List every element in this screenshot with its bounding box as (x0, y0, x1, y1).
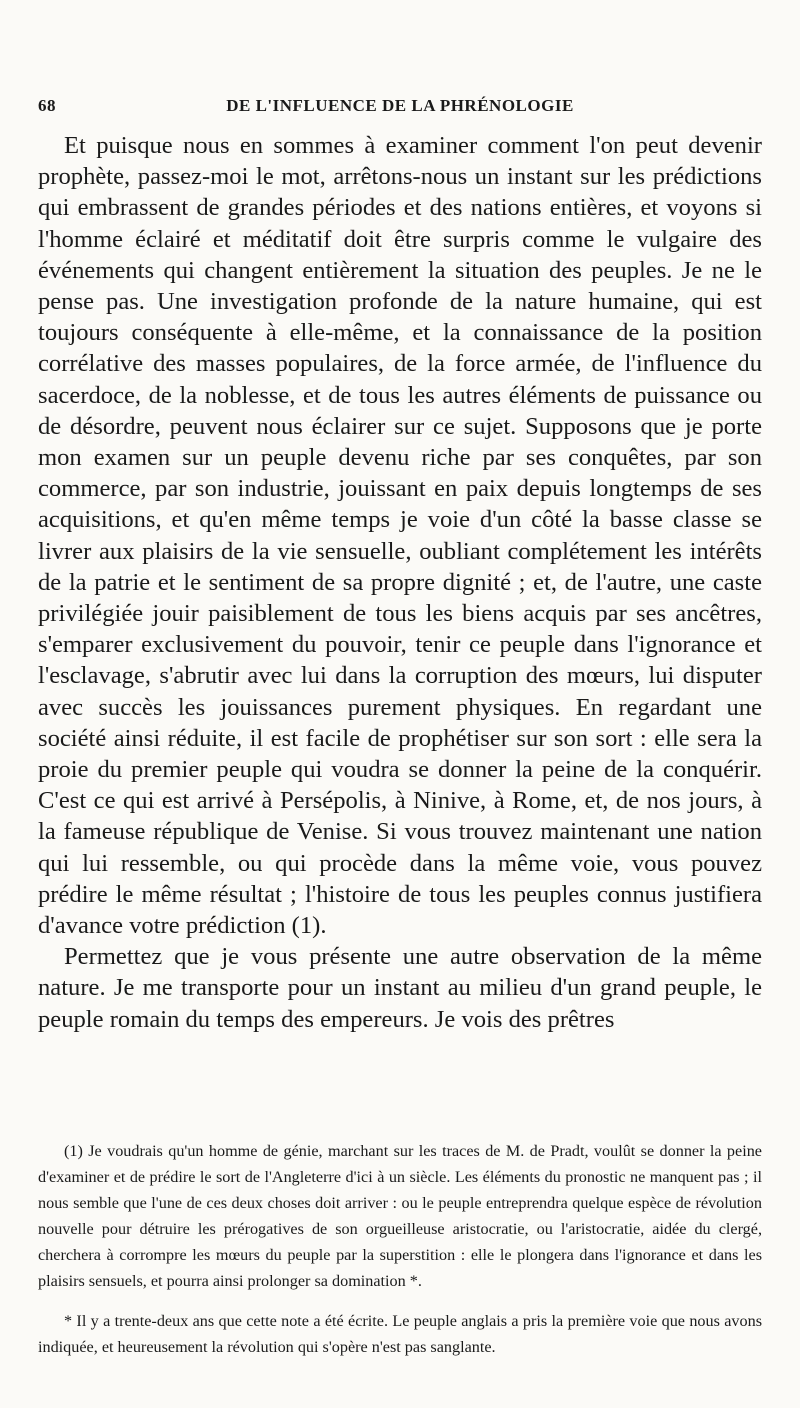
footnote-2: * Il y a trente-deux ans que cette note a été écrite. Le peuple anglais a pris la première voie que nous avons indiquée, et heureusement la révolution qui s'opère n'est pas sanglante. (38, 1312, 762, 1356)
page-number: 68 (38, 96, 56, 115)
footnotes (38, 1138, 762, 1360)
body-paragraph-1: Et puisque nous en sommes à examiner comment l'on peut devenir prophète, passez-moi le mot, arrêtons-nous un instant sur les prédictions qui embrassent de grandes périodes et des nations entières, et voyons si l'homme éclairé et méditatif doit être surpris comme le vulgaire des événements qui changent entièrement la situation des peuples. Je ne le pense pas. Une investigation profonde de la nature humaine, qui est toujours conséquente à elle-même, et la connaissance de la position corrélative des masses populaires, de la force armée, de l'influence du sacerdoce, de la noblesse, et de tous les autres éléments de puissance ou de désordre, peuvent nous éclairer sur ce sujet. Supposons que je porte mon examen sur un peuple devenu riche par ses conquêtes, par son commerce, par son industrie, jouissant en paix depuis longtemps de ses acquisitions, et qu'en même temps je voie d'un côté la basse classe se livrer aux plaisirs de la vie sensuelle, oubliant complétement les intérêts de la patrie et le sentiment de sa propre dignité ; et, de l'autre, une caste privilégiée jouir paisiblement de tous les biens acquis par ses ancêtres, s'emparer exclusivement du pouvoir, tenir ce peuple dans l'ignorance et l'esclavage, s'abrutir avec lui dans la corruption des mœurs, lui disputer avec succès les jouissances purement physiques. En regardant une société ainsi réduite, il est facile de prophétiser sur son sort : elle sera la proie du premier peuple qui voudra se donner la peine de la conquérir. C'est ce qui est arrivé à Persépolis, à Ninive, à Rome, et, de nos jours, à la fameuse république de Venise. Si vous trouvez maintenant une nation qui lui ressemble, ou qui procède dans la même voie, vous pouvez prédire le même résultat ; l'histoire de tous les peuples connus justifiera d'avance votre prédiction (1). (38, 132, 762, 940)
page-header (38, 96, 762, 122)
body-paragraph-2: Permettez que je vous présente une autre observation de la même nature. Je me transporte pour un instant au milieu d'un grand peuple, le peuple romain du temps des empereurs. Je vois des prêtres (38, 943, 762, 1033)
running-title: DE L'INFLUENCE DE LA PHRÉNOLOGIE (226, 96, 574, 115)
footnote-1: (1) Je voudrais qu'un homme de génie, marchant sur les traces de M. de Pradt, voulût se donner la peine d'examiner et de prédire le sort de l'Angleterre d'ici à un siècle. Les éléments du pronostic ne manquent pas ; il nous semble que l'une de ces deux choses doit arriver : ou le peuple entreprendra quelque espèce de révolution nouvelle pour détruire les prérogatives de son orgueilleuse aristocratie, ou l'aristocratie, aidée du clergé, cherchera à corrompre les mœurs du peuple par la superstition : elle le plongera dans l'ignorance et dans les plaisirs sensuels, et pourra ainsi prolonger sa domination *. (38, 1142, 762, 1290)
main-text (38, 130, 762, 1035)
